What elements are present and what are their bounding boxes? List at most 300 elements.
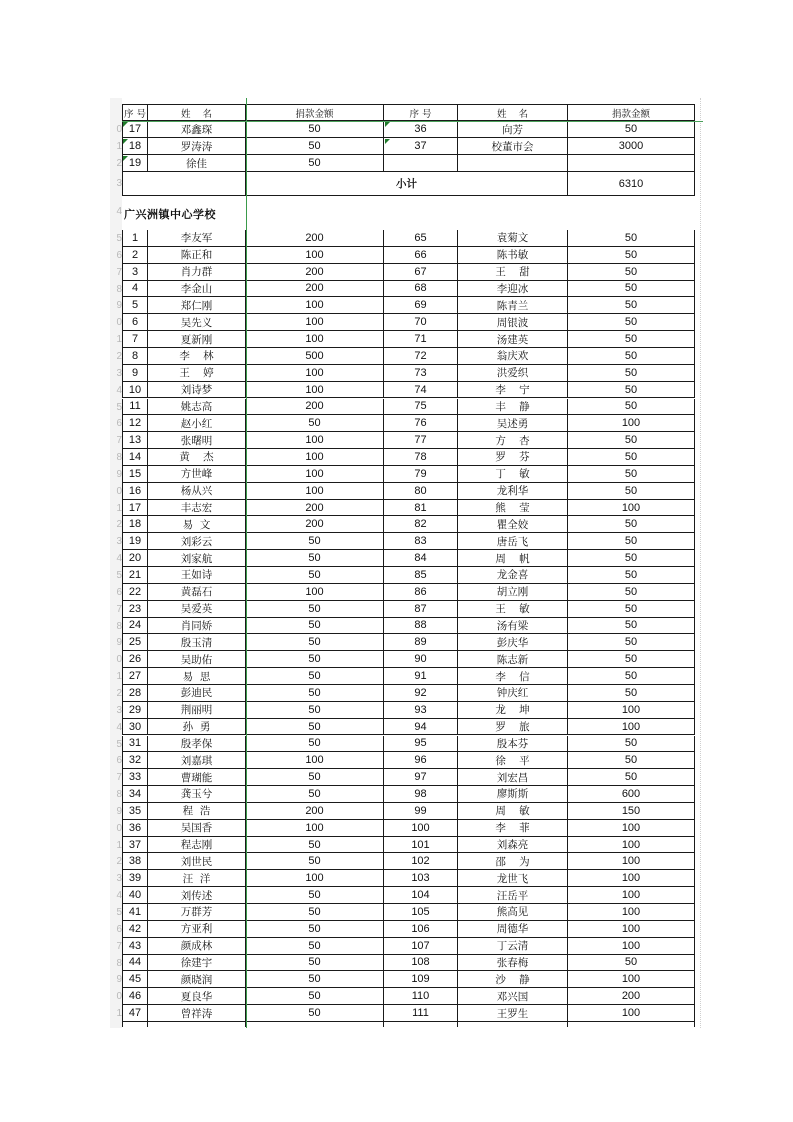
donor-index[interactable]: 30 bbox=[122, 719, 148, 736]
donation-amount[interactable]: 100 bbox=[246, 584, 384, 601]
donation-amount[interactable]: 50 bbox=[568, 281, 695, 298]
donor-index[interactable]: 80 bbox=[384, 483, 458, 500]
donation-amount[interactable]: 100 bbox=[568, 1005, 695, 1022]
donor-name[interactable]: 李友军 bbox=[148, 230, 246, 247]
donor-index[interactable]: 21 bbox=[122, 567, 148, 584]
donor-index[interactable]: 5 bbox=[122, 297, 148, 314]
donor-index[interactable]: 46 bbox=[122, 988, 148, 1005]
donation-amount[interactable]: 50 bbox=[246, 921, 384, 938]
donor-index[interactable]: 109 bbox=[384, 971, 458, 988]
donor-index[interactable]: 14 bbox=[122, 449, 148, 466]
donor-index[interactable]: 23 bbox=[122, 601, 148, 618]
donation-amount[interactable]: 100 bbox=[246, 449, 384, 466]
donor-name[interactable]: 颜晓润 bbox=[148, 971, 246, 988]
donor-index[interactable]: 87 bbox=[384, 601, 458, 618]
donation-amount[interactable]: 200 bbox=[246, 500, 384, 517]
donor-index[interactable]: 90 bbox=[384, 651, 458, 668]
donor-index[interactable]: 98 bbox=[384, 786, 458, 803]
donor-index[interactable]: 36 bbox=[384, 121, 458, 138]
donor-index[interactable]: 101 bbox=[384, 837, 458, 854]
donor-index[interactable]: 7 bbox=[122, 331, 148, 348]
donor-name[interactable]: 熊 莹 bbox=[458, 500, 568, 517]
donor-name[interactable]: 夏新刚 bbox=[148, 331, 246, 348]
donor-name[interactable]: 殷孝保 bbox=[148, 736, 246, 753]
donor-index[interactable]: 70 bbox=[384, 314, 458, 331]
donor-index[interactable]: 38 bbox=[122, 853, 148, 870]
donor-name[interactable]: 汤建英 bbox=[458, 331, 568, 348]
donor-name[interactable]: 王 婷 bbox=[148, 365, 246, 382]
donor-index[interactable]: 79 bbox=[384, 466, 458, 483]
donation-amount[interactable]: 50 bbox=[246, 618, 384, 635]
donation-amount[interactable]: 200 bbox=[246, 230, 384, 247]
donor-name[interactable]: 方亚利 bbox=[148, 921, 246, 938]
donor-index[interactable]: 86 bbox=[384, 584, 458, 601]
donation-amount[interactable]: 50 bbox=[246, 786, 384, 803]
donation-amount[interactable]: 50 bbox=[246, 685, 384, 702]
donation-amount[interactable]: 50 bbox=[246, 971, 384, 988]
donor-index[interactable]: 107 bbox=[384, 938, 458, 955]
donation-amount[interactable]: 50 bbox=[568, 331, 695, 348]
donor-name[interactable]: 龙 坤 bbox=[458, 702, 568, 719]
donor-index[interactable]: 47 bbox=[122, 1005, 148, 1022]
donor-index[interactable]: 72 bbox=[384, 348, 458, 365]
donor-name[interactable]: 吴爱英 bbox=[148, 601, 246, 618]
donation-amount[interactable]: 150 bbox=[568, 803, 695, 820]
donor-name[interactable]: 王 敏 bbox=[458, 601, 568, 618]
donation-amount[interactable]: 100 bbox=[568, 904, 695, 921]
donation-amount[interactable]: 50 bbox=[246, 853, 384, 870]
donor-index[interactable]: 88 bbox=[384, 618, 458, 635]
donor-index[interactable]: 19 bbox=[122, 155, 148, 172]
donor-name[interactable]: 刘彩云 bbox=[148, 533, 246, 550]
donor-index[interactable]: 94 bbox=[384, 719, 458, 736]
donor-name[interactable] bbox=[458, 155, 568, 172]
school-name-heading[interactable]: 广兴洲镇中心学校 bbox=[124, 208, 216, 221]
donation-amount[interactable]: 100 bbox=[246, 297, 384, 314]
donation-amount[interactable]: 50 bbox=[568, 432, 695, 449]
donor-name[interactable]: 赵小红 bbox=[148, 415, 246, 432]
donation-amount[interactable]: 50 bbox=[246, 988, 384, 1005]
donor-name[interactable]: 杨从兴 bbox=[148, 483, 246, 500]
donation-amount[interactable]: 50 bbox=[568, 230, 695, 247]
donor-index[interactable]: 13 bbox=[122, 432, 148, 449]
donor-name[interactable]: 罗涛涛 bbox=[148, 138, 246, 155]
donor-index[interactable]: 40 bbox=[122, 887, 148, 904]
donation-amount[interactable]: 50 bbox=[246, 837, 384, 854]
donor-index[interactable]: 78 bbox=[384, 449, 458, 466]
donation-amount[interactable]: 50 bbox=[568, 264, 695, 281]
donation-amount[interactable]: 50 bbox=[568, 399, 695, 416]
donor-name[interactable]: 吴助佑 bbox=[148, 651, 246, 668]
donor-name[interactable]: 沙 静 bbox=[458, 971, 568, 988]
donation-amount[interactable]: 100 bbox=[246, 365, 384, 382]
donor-index[interactable]: 39 bbox=[122, 870, 148, 887]
donor-index[interactable]: 71 bbox=[384, 331, 458, 348]
donor-index[interactable]: 77 bbox=[384, 432, 458, 449]
donor-name[interactable]: 罗 芬 bbox=[458, 449, 568, 466]
donation-amount[interactable]: 200 bbox=[246, 264, 384, 281]
donation-amount[interactable]: 100 bbox=[568, 938, 695, 955]
donation-amount[interactable]: 100 bbox=[246, 870, 384, 887]
donor-name[interactable]: 彭庆华 bbox=[458, 634, 568, 651]
donor-name[interactable]: 王 甜 bbox=[458, 264, 568, 281]
donor-index[interactable]: 24 bbox=[122, 618, 148, 635]
donation-amount[interactable]: 50 bbox=[246, 634, 384, 651]
donor-index[interactable]: 3 bbox=[122, 264, 148, 281]
donor-name[interactable]: 龙金喜 bbox=[458, 567, 568, 584]
donation-amount[interactable]: 50 bbox=[246, 533, 384, 550]
donor-name[interactable]: 邓鑫琛 bbox=[148, 121, 246, 138]
donation-amount[interactable]: 100 bbox=[246, 752, 384, 769]
donation-amount[interactable]: 3000 bbox=[568, 138, 695, 155]
donation-amount[interactable]: 100 bbox=[246, 331, 384, 348]
donor-index[interactable]: 37 bbox=[122, 837, 148, 854]
donor-index[interactable]: 19 bbox=[122, 533, 148, 550]
donor-index[interactable]: 67 bbox=[384, 264, 458, 281]
donation-amount[interactable]: 50 bbox=[246, 550, 384, 567]
donor-name[interactable]: 廖斯斯 bbox=[458, 786, 568, 803]
donor-index[interactable]: 12 bbox=[122, 415, 148, 432]
donor-name[interactable]: 熊高见 bbox=[458, 904, 568, 921]
donor-name[interactable]: 肖同娇 bbox=[148, 618, 246, 635]
donation-amount[interactable]: 50 bbox=[246, 955, 384, 972]
donor-name[interactable]: 刘宏昌 bbox=[458, 769, 568, 786]
donor-name[interactable]: 李迎冰 bbox=[458, 281, 568, 298]
donor-name[interactable]: 程志刚 bbox=[148, 837, 246, 854]
donor-name[interactable]: 方 杏 bbox=[458, 432, 568, 449]
donor-name[interactable]: 周 帆 bbox=[458, 550, 568, 567]
donor-name[interactable]: 彭迪民 bbox=[148, 685, 246, 702]
donor-name[interactable]: 孙 勇 bbox=[148, 719, 246, 736]
donor-name[interactable]: 瞿全姣 bbox=[458, 516, 568, 533]
donor-index[interactable]: 17 bbox=[122, 500, 148, 517]
donor-index[interactable]: 35 bbox=[122, 803, 148, 820]
donation-amount[interactable]: 100 bbox=[246, 483, 384, 500]
donor-name[interactable]: 刘传述 bbox=[148, 887, 246, 904]
donor-name[interactable]: 胡立刚 bbox=[458, 584, 568, 601]
donor-index[interactable]: 82 bbox=[384, 516, 458, 533]
donor-index[interactable]: 99 bbox=[384, 803, 458, 820]
donation-amount[interactable]: 50 bbox=[246, 719, 384, 736]
donor-name[interactable]: 王如诗 bbox=[148, 567, 246, 584]
donor-name[interactable]: 丰 静 bbox=[458, 399, 568, 416]
donor-index[interactable]: 111 bbox=[384, 1005, 458, 1022]
donor-index[interactable]: 10 bbox=[122, 382, 148, 399]
donor-name[interactable]: 殷玉清 bbox=[148, 634, 246, 651]
donor-name[interactable]: 李 林 bbox=[148, 348, 246, 365]
donation-amount[interactable]: 50 bbox=[568, 516, 695, 533]
donation-amount[interactable] bbox=[568, 155, 695, 172]
donor-name[interactable]: 吴述勇 bbox=[458, 415, 568, 432]
donor-name[interactable]: 陈青兰 bbox=[458, 297, 568, 314]
donor-index[interactable]: 41 bbox=[122, 904, 148, 921]
donation-amount[interactable]: 50 bbox=[568, 567, 695, 584]
donor-index[interactable]: 18 bbox=[122, 138, 148, 155]
donor-index[interactable]: 37 bbox=[384, 138, 458, 155]
donor-index[interactable]: 75 bbox=[384, 399, 458, 416]
donor-name[interactable]: 罗 旅 bbox=[458, 719, 568, 736]
donor-index[interactable]: 16 bbox=[122, 483, 148, 500]
donor-name[interactable]: 周德华 bbox=[458, 921, 568, 938]
donor-index[interactable]: 103 bbox=[384, 870, 458, 887]
donation-amount[interactable]: 100 bbox=[568, 702, 695, 719]
donor-name[interactable]: 徐佳 bbox=[148, 155, 246, 172]
donor-name[interactable]: 曹瑚能 bbox=[148, 769, 246, 786]
donation-amount[interactable]: 50 bbox=[246, 567, 384, 584]
donor-name[interactable]: 荆丽明 bbox=[148, 702, 246, 719]
donation-amount[interactable]: 50 bbox=[568, 348, 695, 365]
donor-index[interactable]: 74 bbox=[384, 382, 458, 399]
donation-amount[interactable]: 200 bbox=[246, 516, 384, 533]
donation-amount[interactable]: 100 bbox=[246, 382, 384, 399]
donor-name[interactable]: 肖力群 bbox=[148, 264, 246, 281]
donor-index[interactable]: 27 bbox=[122, 668, 148, 685]
donation-amount[interactable]: 50 bbox=[568, 314, 695, 331]
donor-name[interactable]: 张曙明 bbox=[148, 432, 246, 449]
donation-amount[interactable]: 50 bbox=[246, 904, 384, 921]
donor-index[interactable]: 84 bbox=[384, 550, 458, 567]
donation-amount[interactable]: 100 bbox=[568, 719, 695, 736]
donation-amount[interactable]: 50 bbox=[568, 752, 695, 769]
donor-name[interactable]: 陈书敏 bbox=[458, 247, 568, 264]
donation-amount[interactable]: 50 bbox=[246, 769, 384, 786]
donation-amount[interactable]: 50 bbox=[246, 138, 384, 155]
donation-amount[interactable]: 100 bbox=[568, 887, 695, 904]
donor-index[interactable]: 106 bbox=[384, 921, 458, 938]
subtotal-label[interactable]: 小计 bbox=[246, 172, 568, 196]
donation-amount[interactable]: 50 bbox=[246, 601, 384, 618]
donation-amount[interactable]: 50 bbox=[568, 466, 695, 483]
donor-index[interactable]: 20 bbox=[122, 550, 148, 567]
donor-index[interactable]: 6 bbox=[122, 314, 148, 331]
donation-amount[interactable]: 50 bbox=[568, 382, 695, 399]
donor-index[interactable]: 69 bbox=[384, 297, 458, 314]
donor-name[interactable]: 颜成林 bbox=[148, 938, 246, 955]
donation-amount[interactable]: 200 bbox=[568, 988, 695, 1005]
donor-index[interactable]: 31 bbox=[122, 736, 148, 753]
donor-index[interactable]: 83 bbox=[384, 533, 458, 550]
donation-amount[interactable]: 50 bbox=[568, 955, 695, 972]
donation-amount[interactable]: 50 bbox=[568, 121, 695, 138]
donor-index[interactable]: 8 bbox=[122, 348, 148, 365]
donor-name[interactable]: 易 思 bbox=[148, 668, 246, 685]
donor-index[interactable]: 95 bbox=[384, 736, 458, 753]
subtotal-value[interactable]: 6310 bbox=[568, 172, 695, 196]
donor-name[interactable]: 陈正和 bbox=[148, 247, 246, 264]
donor-name[interactable]: 郑仁刚 bbox=[148, 297, 246, 314]
donor-index[interactable]: 29 bbox=[122, 702, 148, 719]
donation-amount[interactable]: 50 bbox=[246, 121, 384, 138]
donation-amount[interactable]: 50 bbox=[568, 651, 695, 668]
donor-index[interactable]: 11 bbox=[122, 399, 148, 416]
donor-name[interactable]: 殷本芬 bbox=[458, 736, 568, 753]
donation-amount[interactable]: 50 bbox=[568, 533, 695, 550]
donation-amount[interactable]: 100 bbox=[568, 870, 695, 887]
donor-name[interactable]: 钟庆红 bbox=[458, 685, 568, 702]
donation-amount[interactable]: 50 bbox=[246, 938, 384, 955]
donor-index[interactable]: 100 bbox=[384, 820, 458, 837]
donation-amount[interactable]: 50 bbox=[568, 618, 695, 635]
donor-name[interactable]: 黄磊石 bbox=[148, 584, 246, 601]
donor-name[interactable]: 刘家航 bbox=[148, 550, 246, 567]
donation-amount[interactable]: 50 bbox=[568, 736, 695, 753]
donor-name[interactable]: 姚志高 bbox=[148, 399, 246, 416]
donor-name[interactable]: 周 敏 bbox=[458, 803, 568, 820]
donation-amount[interactable]: 200 bbox=[246, 399, 384, 416]
donor-name[interactable]: 刘诗梦 bbox=[148, 382, 246, 399]
donor-index[interactable]: 105 bbox=[384, 904, 458, 921]
donor-index[interactable]: 91 bbox=[384, 668, 458, 685]
donation-amount[interactable]: 100 bbox=[568, 820, 695, 837]
donation-amount[interactable]: 50 bbox=[246, 736, 384, 753]
donor-index[interactable]: 93 bbox=[384, 702, 458, 719]
donation-amount[interactable]: 50 bbox=[568, 365, 695, 382]
donor-index[interactable]: 102 bbox=[384, 853, 458, 870]
donor-index[interactable]: 81 bbox=[384, 500, 458, 517]
donor-name[interactable]: 黄 杰 bbox=[148, 449, 246, 466]
donor-name[interactable]: 李 宁 bbox=[458, 382, 568, 399]
donor-index[interactable]: 17 bbox=[122, 121, 148, 138]
donor-index[interactable]: 26 bbox=[122, 651, 148, 668]
donor-index[interactable]: 85 bbox=[384, 567, 458, 584]
donation-amount[interactable]: 50 bbox=[246, 1005, 384, 1022]
donation-amount[interactable]: 100 bbox=[246, 314, 384, 331]
donor-name[interactable]: 曾祥涛 bbox=[148, 1005, 246, 1022]
donation-amount[interactable]: 50 bbox=[568, 550, 695, 567]
donor-name[interactable]: 汪 洋 bbox=[148, 870, 246, 887]
donor-index[interactable]: 4 bbox=[122, 281, 148, 298]
donation-amount[interactable]: 500 bbox=[246, 348, 384, 365]
donor-name[interactable]: 龚玉兮 bbox=[148, 786, 246, 803]
donation-amount[interactable]: 50 bbox=[246, 668, 384, 685]
donor-name[interactable]: 徐建宇 bbox=[148, 955, 246, 972]
donation-amount[interactable]: 50 bbox=[246, 702, 384, 719]
donor-name[interactable]: 夏良华 bbox=[148, 988, 246, 1005]
donor-name[interactable]: 邓兴国 bbox=[458, 988, 568, 1005]
donor-index[interactable]: 15 bbox=[122, 466, 148, 483]
donation-amount[interactable]: 50 bbox=[568, 247, 695, 264]
donor-index[interactable]: 1 bbox=[122, 230, 148, 247]
donor-name[interactable]: 校董市会 bbox=[458, 138, 568, 155]
donor-index[interactable]: 73 bbox=[384, 365, 458, 382]
donation-amount[interactable]: 50 bbox=[568, 601, 695, 618]
donor-name[interactable]: 刘世民 bbox=[148, 853, 246, 870]
donation-amount[interactable]: 50 bbox=[568, 449, 695, 466]
donor-name[interactable]: 唐岳飞 bbox=[458, 533, 568, 550]
donor-index[interactable]: 42 bbox=[122, 921, 148, 938]
donation-amount[interactable]: 100 bbox=[246, 466, 384, 483]
donor-index[interactable]: 65 bbox=[384, 230, 458, 247]
donation-amount[interactable]: 50 bbox=[568, 769, 695, 786]
donation-amount[interactable]: 100 bbox=[568, 500, 695, 517]
donor-index[interactable]: 108 bbox=[384, 955, 458, 972]
donation-amount[interactable]: 50 bbox=[568, 685, 695, 702]
donation-amount[interactable]: 100 bbox=[246, 247, 384, 264]
donation-amount[interactable]: 100 bbox=[568, 415, 695, 432]
donor-name[interactable]: 汪岳平 bbox=[458, 887, 568, 904]
donor-index[interactable]: 34 bbox=[122, 786, 148, 803]
donor-index[interactable]: 44 bbox=[122, 955, 148, 972]
donor-name[interactable]: 刘森亮 bbox=[458, 837, 568, 854]
donor-name[interactable]: 吴先义 bbox=[148, 314, 246, 331]
donor-index[interactable]: 89 bbox=[384, 634, 458, 651]
donor-index[interactable]: 45 bbox=[122, 971, 148, 988]
donor-index[interactable]: 97 bbox=[384, 769, 458, 786]
donor-index[interactable]: 76 bbox=[384, 415, 458, 432]
donation-amount[interactable]: 100 bbox=[568, 837, 695, 854]
donation-amount[interactable]: 100 bbox=[568, 853, 695, 870]
donation-amount[interactable]: 50 bbox=[568, 634, 695, 651]
donor-index[interactable]: 28 bbox=[122, 685, 148, 702]
donor-name[interactable]: 丰志宏 bbox=[148, 500, 246, 517]
donor-name[interactable]: 丁 敏 bbox=[458, 466, 568, 483]
donor-index[interactable]: 96 bbox=[384, 752, 458, 769]
donor-index[interactable]: 33 bbox=[122, 769, 148, 786]
donor-name[interactable]: 吴国香 bbox=[148, 820, 246, 837]
donor-name[interactable]: 万群芳 bbox=[148, 904, 246, 921]
donor-index[interactable]: 36 bbox=[122, 820, 148, 837]
donor-name[interactable]: 陈志新 bbox=[458, 651, 568, 668]
donation-amount[interactable]: 600 bbox=[568, 786, 695, 803]
donation-amount[interactable]: 50 bbox=[568, 668, 695, 685]
donation-amount[interactable]: 100 bbox=[246, 820, 384, 837]
donor-name[interactable]: 翁庆欢 bbox=[458, 348, 568, 365]
donor-index[interactable] bbox=[384, 155, 458, 172]
donation-amount[interactable]: 100 bbox=[246, 432, 384, 449]
donation-amount[interactable]: 50 bbox=[246, 887, 384, 904]
donor-name[interactable]: 向芳 bbox=[458, 121, 568, 138]
donor-index[interactable]: 66 bbox=[384, 247, 458, 264]
donor-name[interactable]: 洪爱织 bbox=[458, 365, 568, 382]
donor-name[interactable]: 李 菲 bbox=[458, 820, 568, 837]
donor-name[interactable]: 周银波 bbox=[458, 314, 568, 331]
donor-index[interactable]: 18 bbox=[122, 516, 148, 533]
donor-index[interactable]: 110 bbox=[384, 988, 458, 1005]
donation-amount[interactable]: 100 bbox=[568, 971, 695, 988]
donor-name[interactable]: 李金山 bbox=[148, 281, 246, 298]
donor-index[interactable]: 25 bbox=[122, 634, 148, 651]
donation-amount[interactable]: 50 bbox=[246, 651, 384, 668]
donor-name[interactable]: 袁菊文 bbox=[458, 230, 568, 247]
donation-amount[interactable]: 200 bbox=[246, 803, 384, 820]
donor-index[interactable]: 9 bbox=[122, 365, 148, 382]
donation-amount[interactable]: 50 bbox=[568, 584, 695, 601]
donor-name[interactable]: 李 信 bbox=[458, 668, 568, 685]
donor-name[interactable]: 方世峰 bbox=[148, 466, 246, 483]
donor-index[interactable]: 32 bbox=[122, 752, 148, 769]
donor-name[interactable]: 汤有梁 bbox=[458, 618, 568, 635]
donor-index[interactable]: 22 bbox=[122, 584, 148, 601]
donor-index[interactable]: 2 bbox=[122, 247, 148, 264]
donor-index[interactable]: 92 bbox=[384, 685, 458, 702]
donor-name[interactable]: 程 浩 bbox=[148, 803, 246, 820]
donor-name[interactable]: 刘嘉琪 bbox=[148, 752, 246, 769]
donor-name[interactable]: 龙利华 bbox=[458, 483, 568, 500]
donor-name[interactable]: 徐 平 bbox=[458, 752, 568, 769]
donor-index[interactable]: 43 bbox=[122, 938, 148, 955]
donor-name[interactable]: 王罗生 bbox=[458, 1005, 568, 1022]
donor-index[interactable]: 104 bbox=[384, 887, 458, 904]
donor-name[interactable]: 邵 为 bbox=[458, 853, 568, 870]
donor-name[interactable]: 张春梅 bbox=[458, 955, 568, 972]
donor-index[interactable]: 68 bbox=[384, 281, 458, 298]
donation-amount[interactable]: 200 bbox=[246, 281, 384, 298]
donor-name[interactable]: 丁云清 bbox=[458, 938, 568, 955]
donation-amount[interactable]: 50 bbox=[568, 297, 695, 314]
donor-name[interactable]: 龙世飞 bbox=[458, 870, 568, 887]
donation-amount[interactable]: 50 bbox=[568, 483, 695, 500]
donor-name[interactable]: 易 文 bbox=[148, 516, 246, 533]
